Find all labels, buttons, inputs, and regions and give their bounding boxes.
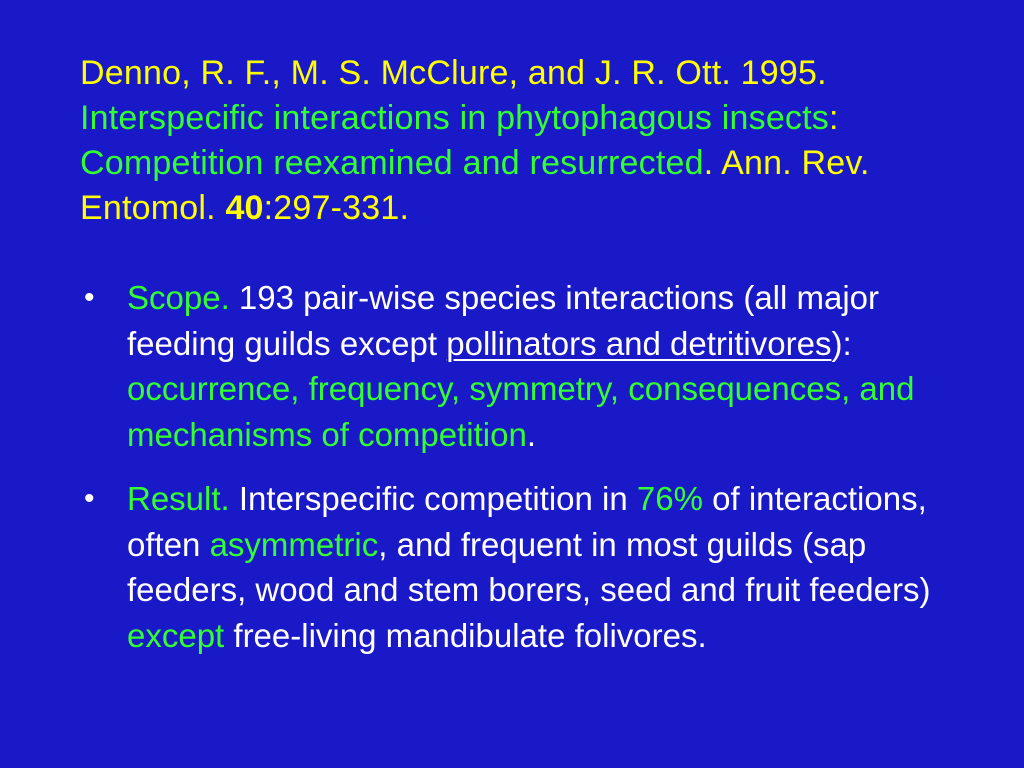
citation (80, 51, 950, 231)
citation-colon: : (828, 99, 839, 137)
result-text-3: , and frequent in most guilds (sap feeders, wood and stem borers, seed and fruit feeders) (127, 525, 931, 608)
scope-text-1: 193 pair-wise species interactions (all major feeding guilds except (127, 279, 880, 362)
scope-text-2: ): (831, 324, 852, 362)
citation-authors-year: Denno, R. F., M. S. McClure, and J. R. Ott. 1995. (80, 54, 827, 92)
citation-title-part1: Interspecific interactions in phytophagous insects (80, 99, 829, 137)
bullet-dot-icon: • (84, 281, 95, 314)
citation-volume: 40 (225, 189, 264, 227)
scope-text-3: . (526, 415, 537, 453)
result-text-1: Interspecific competition in (229, 480, 637, 517)
bullet-result (84, 476, 944, 658)
bullet-list (84, 275, 944, 658)
bullet-scope (84, 275, 944, 457)
citation-journal: . Ann. Rev. Entomol. (80, 144, 870, 227)
result-text-4: free-living mandibulate folivores. (224, 616, 707, 654)
result-except: except (127, 616, 225, 654)
scope-green-text: occurrence, frequency, symmetry, consequences, and mechanisms of competition (127, 370, 915, 453)
result-text-2: of interactions, often (127, 480, 927, 563)
scope-underlined-text: pollinators and detritivores (446, 324, 832, 362)
result-label: Result. (127, 480, 230, 517)
result-percent: 76% (636, 480, 703, 517)
bullet-dot-icon: • (84, 482, 95, 515)
citation-pages: :297-331. (263, 189, 410, 227)
scope-label: Scope. (127, 279, 230, 316)
citation-title-part2: Competition reexamined and resurrected (80, 144, 704, 182)
result-asymmetric: asymmetric (209, 525, 379, 563)
